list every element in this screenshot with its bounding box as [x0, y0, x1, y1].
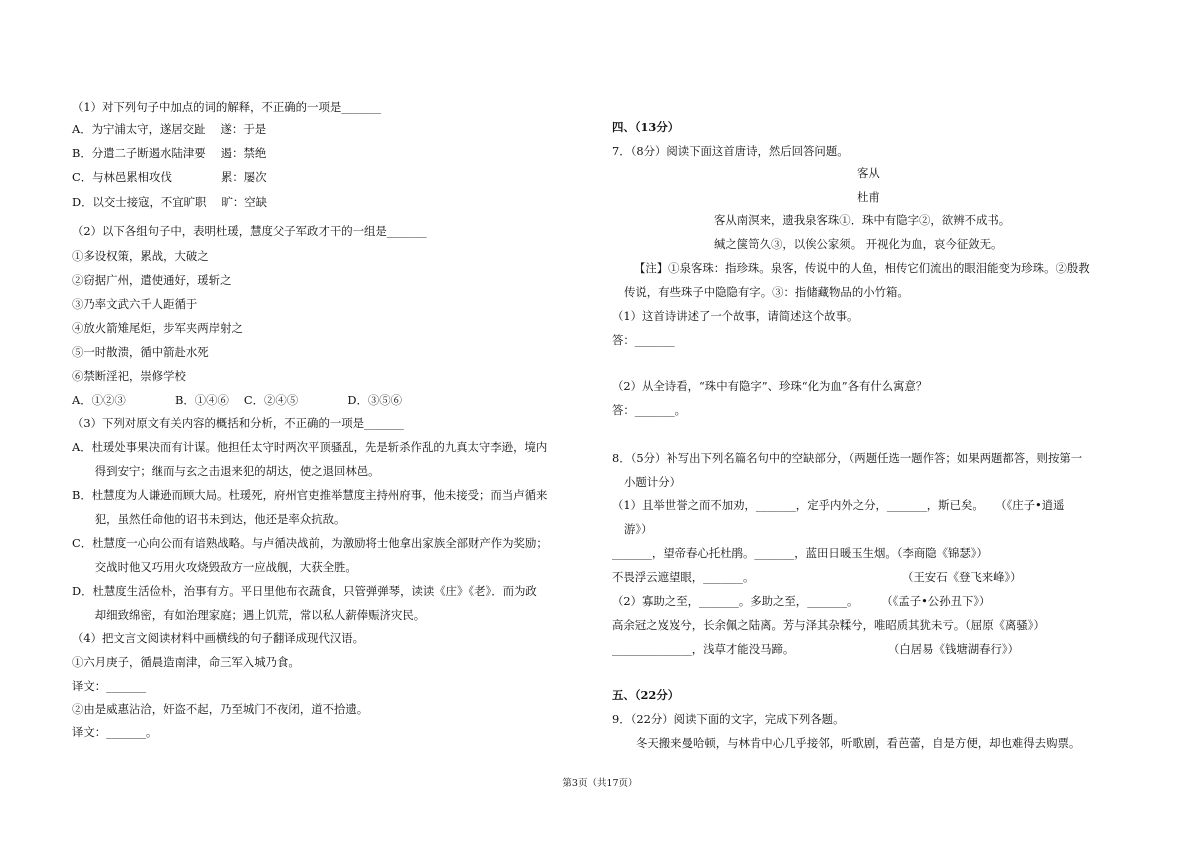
question-8-2-line: 高余冠之岌岌兮，长余佩之陆离。芳与泽其杂糅兮，唯昭质其犹未亏。（屈原《离骚》） [612, 618, 1045, 632]
poem-line-2: 缄之箧笥久③，以俟公家须。 开视化为血，哀今征敛无。 [714, 237, 1003, 251]
question-7-1: （1）这首诗讲述了一个故事，请简述这个故事。 [612, 309, 859, 323]
poem-line-1: 客从南溟来，遗我泉客珠①．珠中有隐字②，欲辨不成书。 [714, 213, 1011, 227]
left-line: 得到安宁；继而与玄之击退来犯的胡达，使之退回林邑。 [72, 464, 380, 478]
question-8-1-cont: 游》） [624, 522, 653, 536]
poem-author: 杜甫 [857, 190, 880, 204]
left-line: （3）下列对原文有关内容的概括和分析，不正确的一项是_______ [72, 416, 404, 430]
question-8-2-line: ______________，浅草才能没马蹄。 [612, 642, 795, 656]
left-line: ③乃率文武六千人距循于 [72, 297, 198, 311]
left-line: B．分遣二子断遏水陆津要 遏：禁绝 [72, 146, 267, 160]
passage-first-line: 冬天搬来曼哈顿，与林肯中心几乎接邻，听歌剧，看芭蕾，自是方便，却也难得去购票。 [636, 736, 1081, 750]
question-7: 7．（8分）阅读下面这首唐诗，然后回答问题。 [612, 144, 849, 158]
page-footer: 第3页（共17页） [562, 778, 638, 789]
question-9: 9．（22分）阅读下面的文字，完成下列各题。 [612, 712, 845, 726]
left-line: 犯，虽然任命他的诏书未到达，他还是率众抗敌。 [72, 512, 346, 526]
left-line: ②窃据广州，遣使通好，瑗斩之 [72, 273, 232, 287]
question-8-1: （1）且举世誉之而不加劝，_______，定乎内外之分，_______，斯已矣。 （《庄子•逍遥 [612, 498, 1065, 512]
poem-note-2: 传说，有些珠子中隐隐有字。③：指储藏物品的小竹箱。 [624, 285, 909, 299]
question-8-1-line: 不畏浮云遮望眼，_______。 [612, 570, 755, 584]
answer-blank-1: 答：_______ [612, 333, 675, 347]
left-line: C．与林邑累相攻伐 累：屡次 [72, 170, 267, 184]
source-citation: （王安石《登飞来峰》） [902, 570, 1022, 584]
left-line: （1）对下列句子中加点的词的解释，不正确的一项是_______ [72, 100, 382, 114]
question-7-2: （2）从全诗看，“珠中有隐字”、珍珠“化为血”各有什么寓意？ [612, 379, 928, 393]
left-line: D．杜慧度生活俭朴，治事有方。平日里他布衣蔬食，只管弹弹琴，读读《庄》《老》．而为政 [72, 584, 537, 598]
poem-title: 客从 [857, 166, 880, 180]
question-8-cont: 小题计分） [624, 475, 681, 489]
left-line: ①多设权策，累战，大破之 [72, 249, 209, 263]
left-line: A．为宁浦太守，遂居交趾 遂：于是 [72, 122, 267, 136]
section-four-heading: 四、（13分） [612, 120, 680, 134]
question-8: 8．（5分）补写出下列名篇名句中的空缺部分，（两题任选一题作答；如果两题都答，则按第一 [612, 451, 1083, 465]
left-line: （2）以下各组句子中，表明杜瑗，慧度父子军政才干的一组是_______ [72, 224, 427, 238]
left-line: 译文：_______ [72, 679, 147, 693]
question-8-2: （2）寡助之至，_______。多助之至，_______。 （《孟子•公孙丑下》） [612, 594, 991, 608]
poem-note-1: 【注】①泉客珠：指珍珠。泉客，传说中的人鱼，相传它们流出的眼泪能变为珍珠。②殷教 [634, 261, 1090, 275]
left-line: 交战时他又巧用火攻烧毁敌方一应战舰，大获全胜。 [72, 560, 357, 574]
left-line: ⑥禁断淫祀，崇修学校 [72, 369, 186, 383]
left-line: 译文：_______。 [72, 725, 158, 739]
left-line: A．杜瑗处事果决而有计谋。他担任太守时两次平顶骚乱，先是斩杀作乱的九真太守李逊，境内 [72, 440, 548, 454]
left-line: ⑤一时散溃，循中箭赴水死 [72, 345, 209, 359]
source-citation: （白居易《钱塘湖春行》） [888, 642, 1019, 656]
left-line: 却细致绵密，有如治理家庭；遇上饥荒，常以私人薪俸赈济灾民。 [72, 608, 426, 622]
left-line: ②由是威惠沾洽，奸盗不起，乃至城门不夜闭，道不拾遗。 [72, 702, 369, 716]
left-line: （4）把文言文阅读材料中画横线的句子翻译成现代汉语。 [72, 631, 365, 645]
left-line: C．杜慧度一心向公而有谙熟战略。与卢循决战前，为激励将士他拿出家族全部财产作为奖励； [72, 536, 548, 550]
left-line: B．杜慧度为人谦逊而顾大局。杜瑗死，府州官吏推举慧度主持州府事，他未接受；而当卢循来 [72, 488, 548, 502]
section-five-heading: 五、（22分） [612, 688, 680, 702]
question-8-1-line: _______，望帝春心托杜鹃。_______，蓝田日暖玉生烟。（李商隐《锦瑟》） [612, 546, 988, 560]
left-line: A．①②③ B．①④⑥ C．②④⑤ D．③⑤⑥ [72, 393, 403, 407]
left-line: ④放火箭雉尾炬，步军夹两岸射之 [72, 321, 243, 335]
left-line: ①六月庚子，循晨造南津，命三军入城乃食。 [72, 655, 300, 669]
left-line: D．以交士接寇，不宜旷职 旷：空缺 [72, 195, 268, 209]
answer-blank-2: 答：_______。 [612, 403, 687, 417]
